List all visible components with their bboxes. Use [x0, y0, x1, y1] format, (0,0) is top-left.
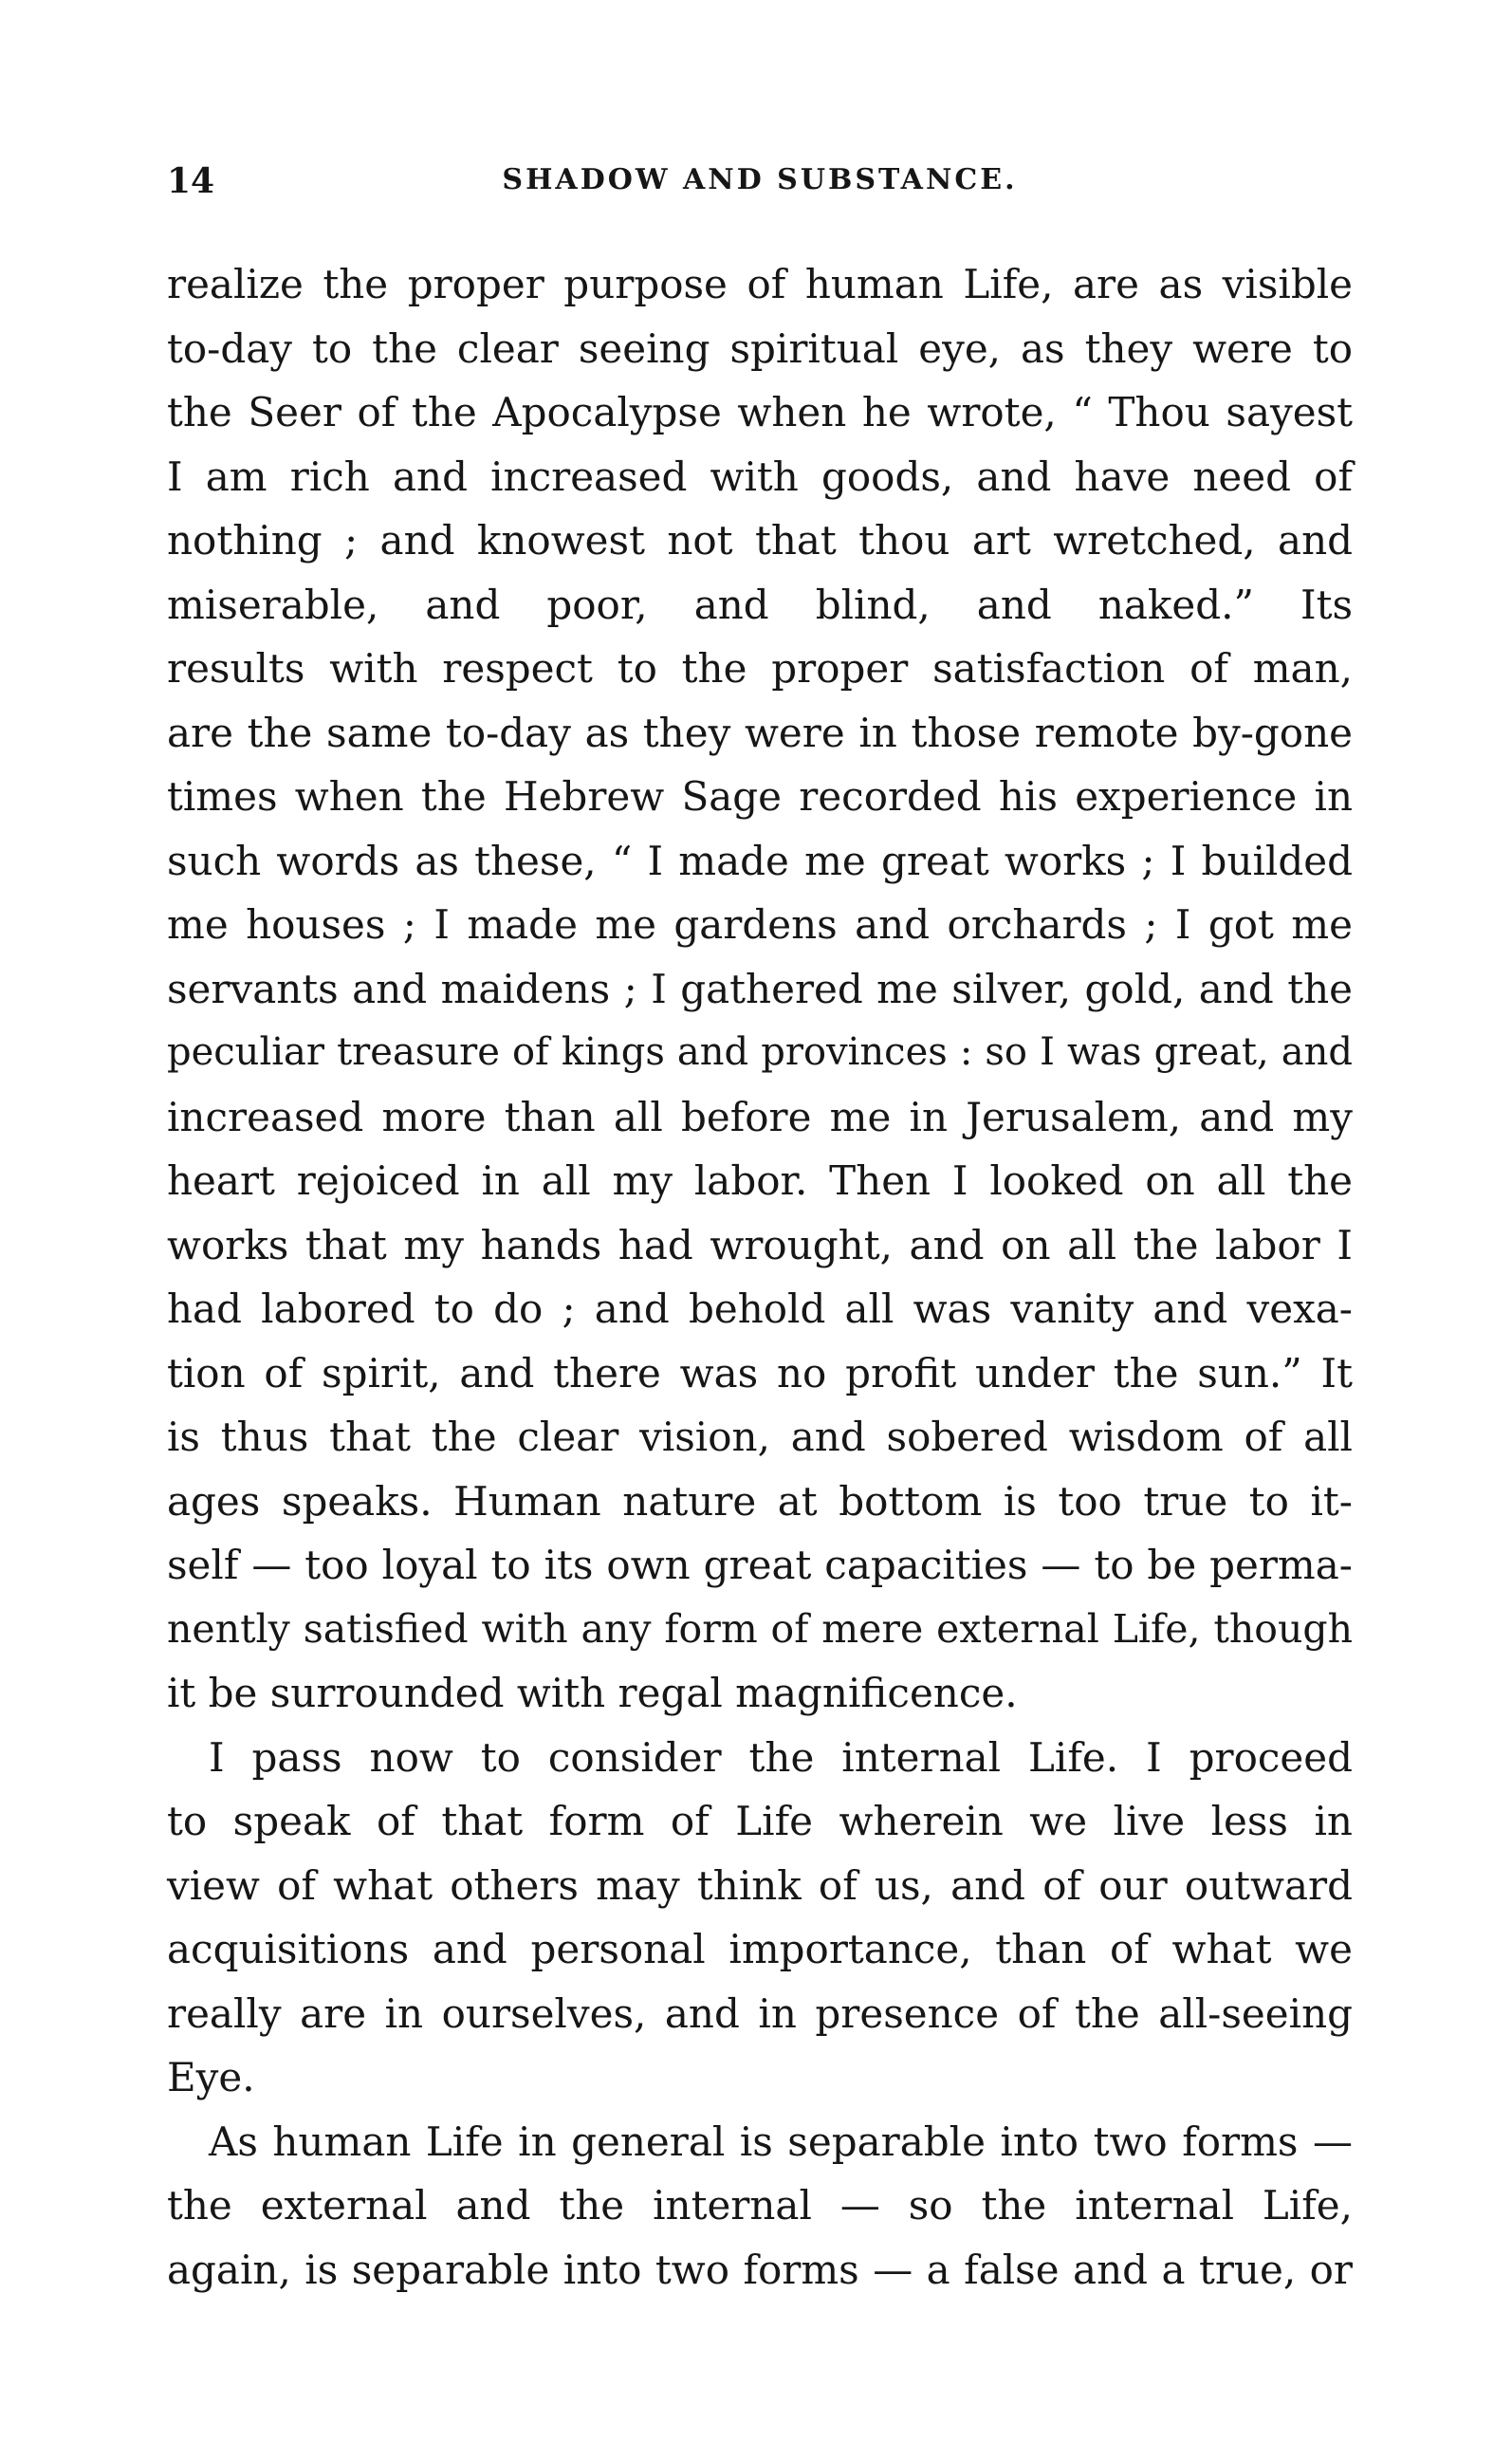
page-number: 14	[167, 161, 215, 201]
text-line: had labored to do ; and behold all was vanity and vexa-	[167, 1285, 1353, 1332]
text-line: to-day to the clear seeing spiritual eye, as they were to	[167, 324, 1353, 372]
body-text	[167, 252, 1353, 2302]
text-line: really are in ourselves, and in presence of the all-seeing	[167, 1989, 1353, 2037]
text-line: the external and the internal — so the internal Life,	[167, 2182, 1353, 2229]
text-line: heart rejoiced in all my labor. Then I looked on all the	[167, 1157, 1353, 1204]
text-line: peculiar treasure of kings and provinces : so I was great, and	[167, 1030, 1353, 1074]
paragraph-first-line: As human Life in general is separable into two forms —	[209, 2118, 1353, 2165]
paragraph-last-line: Eye.	[167, 2054, 255, 2100]
text-line: I am rich and increased with goods, and have need of	[167, 453, 1353, 500]
text-line: works that my hands had wrought, and on all the labor I	[167, 1221, 1353, 1268]
text-line: me houses ; I made me gardens and orchards ; I got me	[167, 901, 1353, 948]
text-line: miserable, and poor, and blind, and naked.” Its	[167, 581, 1353, 628]
text-line: nothing ; and knowest not that thou art wretched, and	[167, 517, 1353, 564]
text-line: view of what others may think of us, and of our outward	[167, 1861, 1353, 1909]
text-line: self — too loyal to its own great capacities — to be perma-	[167, 1542, 1353, 1588]
page-header	[167, 154, 1353, 211]
text-line: realize the proper purpose of human Life, are as visible	[167, 261, 1353, 307]
running-title: SHADOW AND SUBSTANCE.	[502, 163, 1018, 196]
paragraph-last-line: it be surrounded with regal magnificence.	[167, 1670, 1018, 1716]
text-line: are the same to-day as they were in those remote by-gone	[167, 709, 1353, 756]
text-line: the Seer of the Apocalypse when he wrote, “ Thou sayest	[167, 389, 1353, 435]
text-line: is thus that the clear vision, and sobered wisdom of all	[167, 1414, 1353, 1460]
text-line: servants and maidens ; I gathered me silver, gold, and the	[167, 965, 1353, 1012]
text-line: results with respect to the proper satisfaction of man,	[167, 645, 1353, 692]
paragraph-first-line: I pass now to consider the internal Life. I proceed	[209, 1733, 1353, 1781]
text-line: such words as these, “ I made me great works ; I builded	[167, 837, 1353, 884]
text-line: times when the Hebrew Sage recorded his experience in	[167, 773, 1353, 820]
text-line: tion of spirit, and there was no profit under the sun.” It	[167, 1349, 1353, 1396]
text-line: increased more than all before me in Jerusalem, and my	[167, 1093, 1353, 1140]
text-line: nently satisfied with any form of mere external Life, though	[167, 1605, 1353, 1652]
text-line: acquisitions and personal importance, than of what we	[167, 1926, 1353, 1972]
text-line: to speak of that form of Life wherein we live less in	[167, 1798, 1353, 1844]
text-line: again, is separable into two forms — a false and a true, or	[167, 2246, 1353, 2293]
text-line: ages speaks. Human nature at bottom is too true to it-	[167, 1477, 1353, 1525]
